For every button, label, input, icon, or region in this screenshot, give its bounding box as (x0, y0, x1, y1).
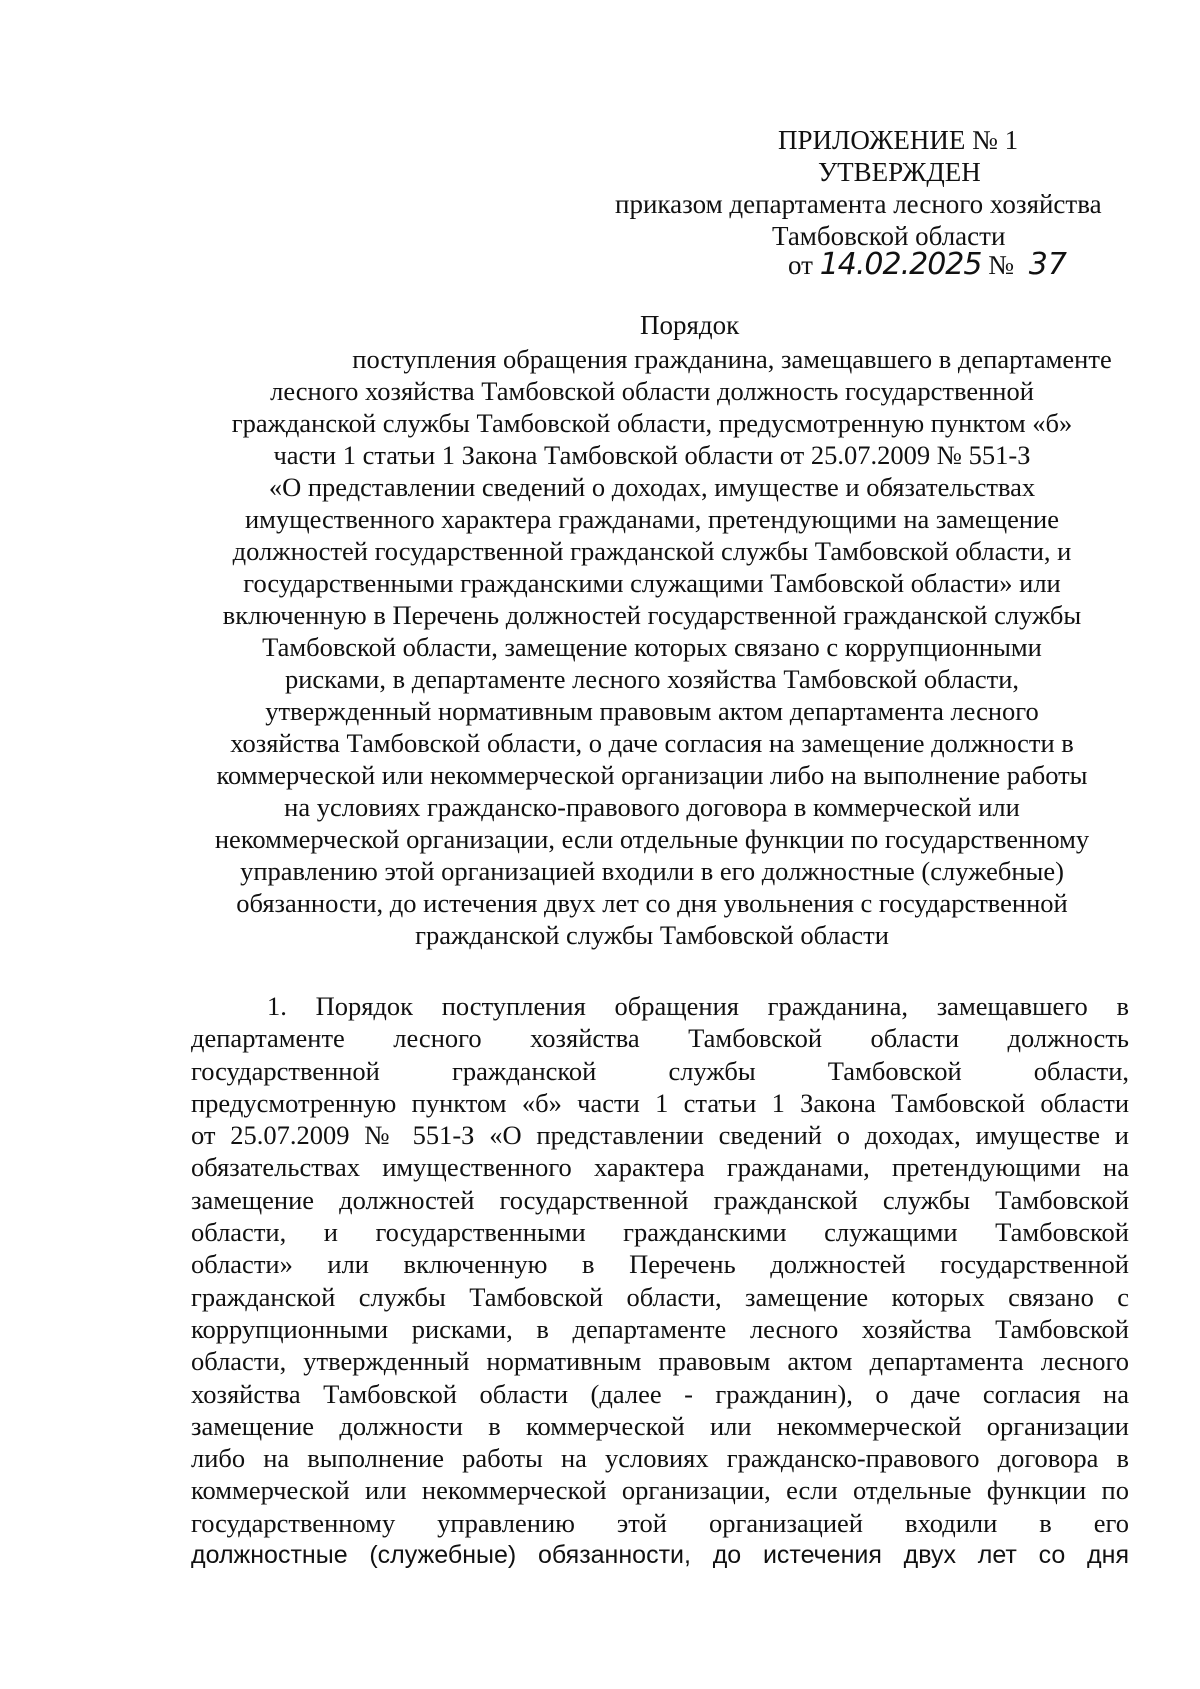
paragraph-line: от 25.07.2009 № 551-З «О представлении сведений о доходах, имуществе и (191, 1120, 1129, 1151)
appendix-label: ПРИЛОЖЕНИЕ № 1 (778, 125, 1019, 155)
paragraph-line: замещение должностей государственной гражданской службы Тамбовской (191, 1184, 1129, 1215)
subtitle-line: управлению этой организацией входили в его должностные (служебные) (240, 856, 1064, 886)
paragraph-line: либо на выполнение работы на условиях гражданско-правового договора в (191, 1443, 1129, 1474)
subtitle-line: должностей государственной гражданской службы Тамбовской области, и (232, 536, 1072, 566)
subtitle-line: коммерческой или некоммерческой организации либо на выполнение работы (216, 760, 1088, 790)
subtitle-line: обязанности, до истечения двух лет со дня увольнения с государственной (236, 888, 1068, 918)
paragraph-line: области» или включенную в Перечень должностей государственной (191, 1249, 1129, 1280)
subtitle-line: государственными гражданскими служащими Тамбовской области» или (243, 568, 1061, 598)
subtitle-line: лесного хозяйства Тамбовской области должность государственной (270, 376, 1034, 406)
document-title: Порядок (640, 310, 740, 340)
subtitle-line: Тамбовской области, замещение которых связано с коррупционными (262, 632, 1042, 662)
paragraph-line: департаменте лесного хозяйства Тамбовской области должность (191, 1023, 1129, 1054)
order-date-line (788, 249, 1067, 281)
subtitle-line: на условиях гражданско-правового договора в коммерческой или (284, 792, 1020, 822)
paragraph-line: коммерческой или некоммерческой организации, если отдельные функции по (191, 1475, 1129, 1506)
paragraph-line: обязательствах имущественного характера гражданами, претендующими на (191, 1152, 1129, 1183)
subtitle-line: «О представлении сведений о доходах, имуществе и обязательствах (268, 472, 1036, 502)
paragraph-line: предусмотренную пунктом «б» части 1 статьи 1 Закона Тамбовской области (191, 1087, 1129, 1118)
paragraph-1 (191, 990, 1129, 1571)
document-subtitle (180, 343, 1124, 951)
paragraph-line: государственной гражданской службы Тамбовской области, (191, 1055, 1129, 1086)
subtitle-line: гражданской службы Тамбовской области, предусмотренную пунктом «б» (231, 408, 1073, 438)
paragraph-line: хозяйства Тамбовской области (далее - гражданин), о даче согласия на (191, 1378, 1129, 1409)
subtitle-line: утвержденный нормативным правовым актом департамента лесного (265, 696, 1039, 726)
subtitle-line: части 1 статьи 1 Закона Тамбовской области от 25.07.2009 № 551-З (273, 440, 1031, 470)
handwritten-date: 14.02.2025 (819, 247, 982, 282)
subtitle-line: некоммерческой организации, если отдельные функции по государственному (214, 824, 1090, 854)
paragraph-line: области, утвержденный нормативным правовым актом департамента лесного (191, 1346, 1129, 1377)
subtitle-line: поступления обращения гражданина, замещавшего в департаменте (352, 344, 1112, 374)
paragraph-line: области, и государственными гражданскими служащими Тамбовской (191, 1217, 1129, 1248)
paragraph-line: гражданской службы Тамбовской области, замещение которых связано с (191, 1281, 1129, 1312)
subtitle-line: хозяйства Тамбовской области, о даче согласия на замещение должности в (230, 728, 1074, 758)
paragraph-line: государственному управлению этой организацией входили в его (191, 1507, 1129, 1538)
paragraph-line: 1. Порядок поступления обращения гражданина, замещавшего в (267, 991, 1129, 1021)
subtitle-line: имущественного характера гражданами, претендующими на замещение (245, 504, 1059, 534)
order-region: Тамбовской области (772, 221, 1006, 251)
paragraph-line: должностные (служебные) обязанности, до истечения двух лет со дня (191, 1541, 1129, 1570)
approved-label: УТВЕРЖДЕН (818, 157, 981, 187)
paragraph-line: замещение должности в коммерческой или некоммерческой организации (191, 1410, 1129, 1441)
subtitle-line: рисками, в департаменте лесного хозяйства Тамбовской области, (284, 664, 1020, 694)
paragraph-line: коррупционными рисками, в департаменте лесного хозяйства Тамбовской (191, 1313, 1129, 1344)
order-authority: приказом департамента лесного хозяйства (615, 189, 1102, 219)
date-prefix: от (788, 250, 813, 280)
handwritten-number: 37 (1028, 247, 1067, 282)
subtitle-line: включенную в Перечень должностей государственной гражданской службы (222, 600, 1082, 630)
number-prefix: № (988, 250, 1014, 280)
subtitle-line: гражданской службы Тамбовской области (415, 920, 889, 950)
